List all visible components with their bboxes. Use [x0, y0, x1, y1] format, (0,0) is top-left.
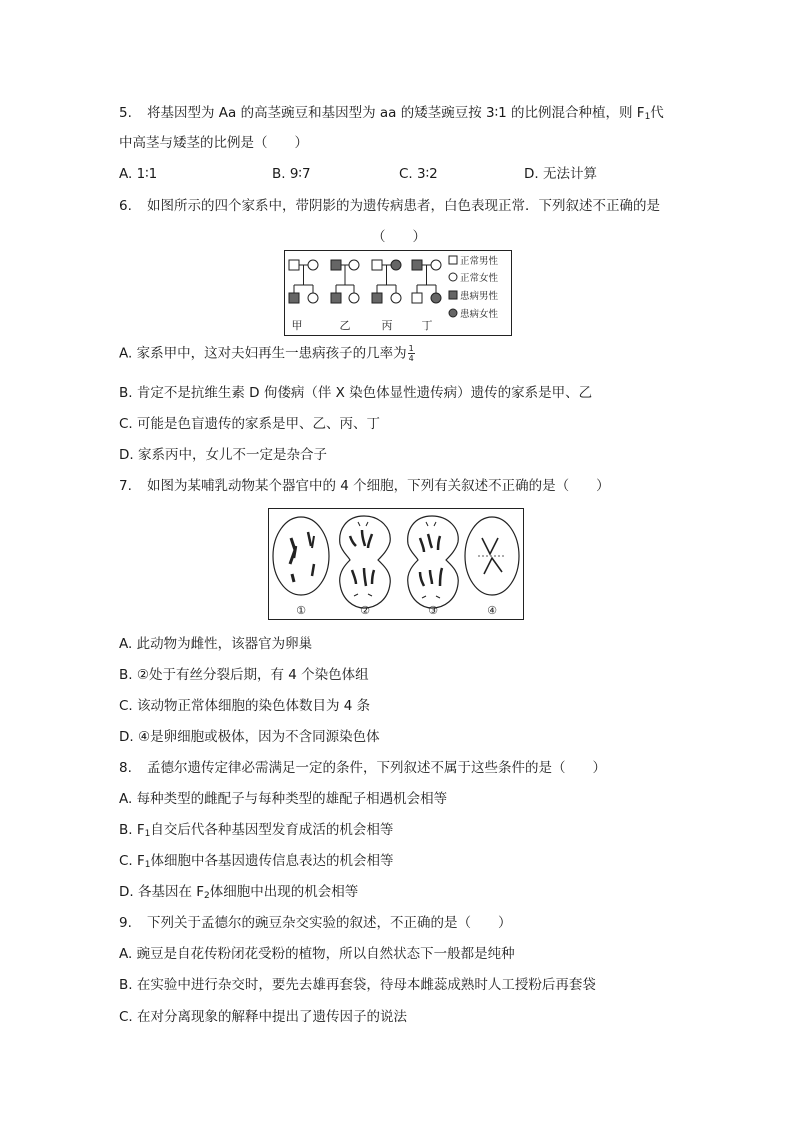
- q5-option-d: D. 无法计算: [524, 166, 597, 182]
- normal-female-symbol: [431, 260, 441, 270]
- q5-option-a: A. 1∶1: [119, 166, 158, 182]
- cell-figure-frame: [269, 509, 524, 620]
- q8-option-c-pre: C. F: [119, 853, 145, 869]
- q7-stem: [119, 477, 610, 495]
- cell-label-3: ③: [428, 604, 438, 617]
- q6-option-a-text: A. 家系甲中，这对夫妇再生一患病孩子的几率为: [119, 345, 407, 362]
- family-jia: [289, 260, 318, 303]
- q8-option-d-pre: D. 各基因在 F: [119, 884, 205, 900]
- q7-option-d: D. ④是卵细胞或极体，因为不含同源染色体: [119, 729, 380, 745]
- q5-stem-line2: 中高茎与矮茎的比例是（ ）: [119, 135, 308, 151]
- q8-option-c-sub: 1: [144, 860, 151, 870]
- q8-option-b-sub: 1: [144, 829, 151, 839]
- cell-label-1: ①: [296, 604, 306, 617]
- q8-option-b-post: 自交后代各种基因型发育成活的机会相等: [150, 822, 394, 838]
- q6-option-c: C. 可能是色盲遗传的家系是甲、乙、丙、丁: [119, 416, 381, 432]
- q7-number: 7.: [119, 478, 132, 494]
- q9-option-b: B. 在实验中进行杂交时，要先去雄再套袋，待母本雌蕊成熟时人工授粉后再套袋: [119, 977, 596, 993]
- legend-affected-male-icon: [449, 291, 457, 299]
- fraction-numerator: 1: [408, 344, 414, 353]
- q5-option-c: C. 3∶2: [399, 166, 438, 182]
- q7-stem-text: 如图为某哺乳动物某个器官中的 4 个细胞，下列有关叙述不正确的是（ ）: [147, 478, 610, 494]
- legend-normal-male: 正常男性: [460, 256, 499, 267]
- normal-male-symbol: [412, 293, 422, 303]
- normal-female-symbol: [308, 293, 318, 303]
- affected-male-symbol: [412, 260, 422, 270]
- fraction-denominator: 4: [408, 354, 414, 363]
- q5-number: 5.: [119, 105, 132, 121]
- normal-female-symbol: [349, 260, 359, 270]
- q5-option-b: B. 9∶7: [272, 166, 311, 182]
- normal-female-symbol: [349, 293, 359, 303]
- q8-option-b: [119, 821, 393, 843]
- cell-2: [340, 516, 391, 608]
- q7-option-b: B. ②处于有丝分裂后期，有 4 个染色体组: [119, 667, 369, 683]
- affected-male-symbol: [289, 293, 299, 303]
- q9-stem-text: 下列关于孟德尔的豌豆杂交实验的叙述，不正确的是（ ）: [147, 915, 512, 931]
- family-label-jia: 甲: [291, 319, 303, 332]
- pedigree-legend: [449, 256, 457, 317]
- normal-male-symbol: [372, 260, 382, 270]
- q6-option-d: D. 家系丙中，女儿不一定是杂合子: [119, 447, 327, 463]
- legend-normal-male-icon: [449, 256, 457, 264]
- affected-male-symbol: [372, 293, 382, 303]
- q9-option-a: A. 豌豆是自花传粉闭花受粉的植物，所以自然状态下一般都是纯种: [119, 946, 515, 962]
- fraction: [408, 344, 415, 363]
- q8-option-d-sub: 2: [204, 891, 210, 901]
- family-label-bing: 丙: [381, 319, 393, 332]
- q6-number: 6.: [119, 198, 132, 214]
- normal-female-symbol: [308, 260, 318, 270]
- legend-affected-female: 患病女性: [460, 309, 499, 320]
- cell-1: [273, 517, 329, 595]
- q6-stem-text: 如图所示的四个家系中，带阴影的为遗传病患者，白色表现正常．下列叙述不正确的是: [147, 198, 660, 214]
- q8-option-b-pre: B. F: [119, 822, 145, 838]
- q6-stem-line2: （ ）: [372, 229, 426, 245]
- q5-stem-text-a: 将基因型为 Aa 的高茎豌豆和基因型为 aa 的矮茎豌豆按 3∶1 的比例混合种植，则 F: [147, 105, 645, 121]
- affected-male-symbol: [331, 260, 341, 270]
- q9-option-c: C. 在对分离现象的解释中提出了遗传因子的说法: [119, 1009, 408, 1025]
- q6-stem-line1: [119, 197, 660, 215]
- family-yi: [331, 260, 359, 303]
- cell-label-4: ④: [487, 604, 497, 617]
- q6-option-b: B. 肯定不是抗维生素 D 佝偻病（伴 X 染色体显性遗传病）遗传的家系是甲、乙: [119, 385, 593, 401]
- q8-option-c: [119, 852, 394, 874]
- affected-female-symbol: [391, 260, 401, 270]
- normal-female-symbol: [391, 293, 401, 303]
- cell-label-2: ②: [360, 604, 370, 617]
- q5-stem-sub: 1: [644, 112, 651, 122]
- q9-stem: [119, 914, 512, 932]
- q9-number: 9.: [119, 915, 132, 931]
- q8-stem-text: 孟德尔遗传定律必需满足一定的条件，下列叙述不属于这些条件的是（ ）: [147, 760, 606, 776]
- legend-normal-female: 正常女性: [460, 273, 499, 284]
- q8-number: 8.: [119, 760, 132, 776]
- q7-option-c: C. 该动物正常体细胞的染色体数目为 4 条: [119, 698, 371, 714]
- q8-option-d: [119, 883, 358, 905]
- family-ding: [412, 260, 441, 303]
- legend-affected-male: 患病男性: [460, 291, 499, 302]
- pedigree-figure: [284, 250, 512, 336]
- cell-4: [465, 517, 519, 595]
- affected-male-symbol: [331, 293, 341, 303]
- normal-male-symbol: [289, 260, 299, 270]
- cell-3: [408, 516, 459, 608]
- q7-option-a: A. 此动物为雌性，该器官为卵巢: [119, 636, 313, 652]
- q6-option-a: [119, 344, 415, 363]
- q8-option-d-post: 体细胞中出现的机会相等: [209, 884, 359, 900]
- cell-division-figure: [268, 508, 524, 620]
- legend-normal-female-icon: [449, 273, 457, 281]
- q5-stem-line1: [119, 104, 664, 126]
- q8-stem: [119, 759, 606, 777]
- family-bing: [372, 260, 401, 303]
- q5-stem-text-b: 代: [650, 105, 664, 121]
- family-label-ding: 丁: [421, 319, 433, 332]
- q8-option-c-post: 体细胞中各基因遗传信息表达的机会相等: [150, 853, 394, 869]
- legend-affected-female-icon: [449, 309, 457, 317]
- family-label-yi: 乙: [339, 319, 351, 332]
- affected-female-symbol: [431, 293, 441, 303]
- q8-option-a: A. 每种类型的雌配子与每种类型的雄配子相遇机会相等: [119, 791, 448, 807]
